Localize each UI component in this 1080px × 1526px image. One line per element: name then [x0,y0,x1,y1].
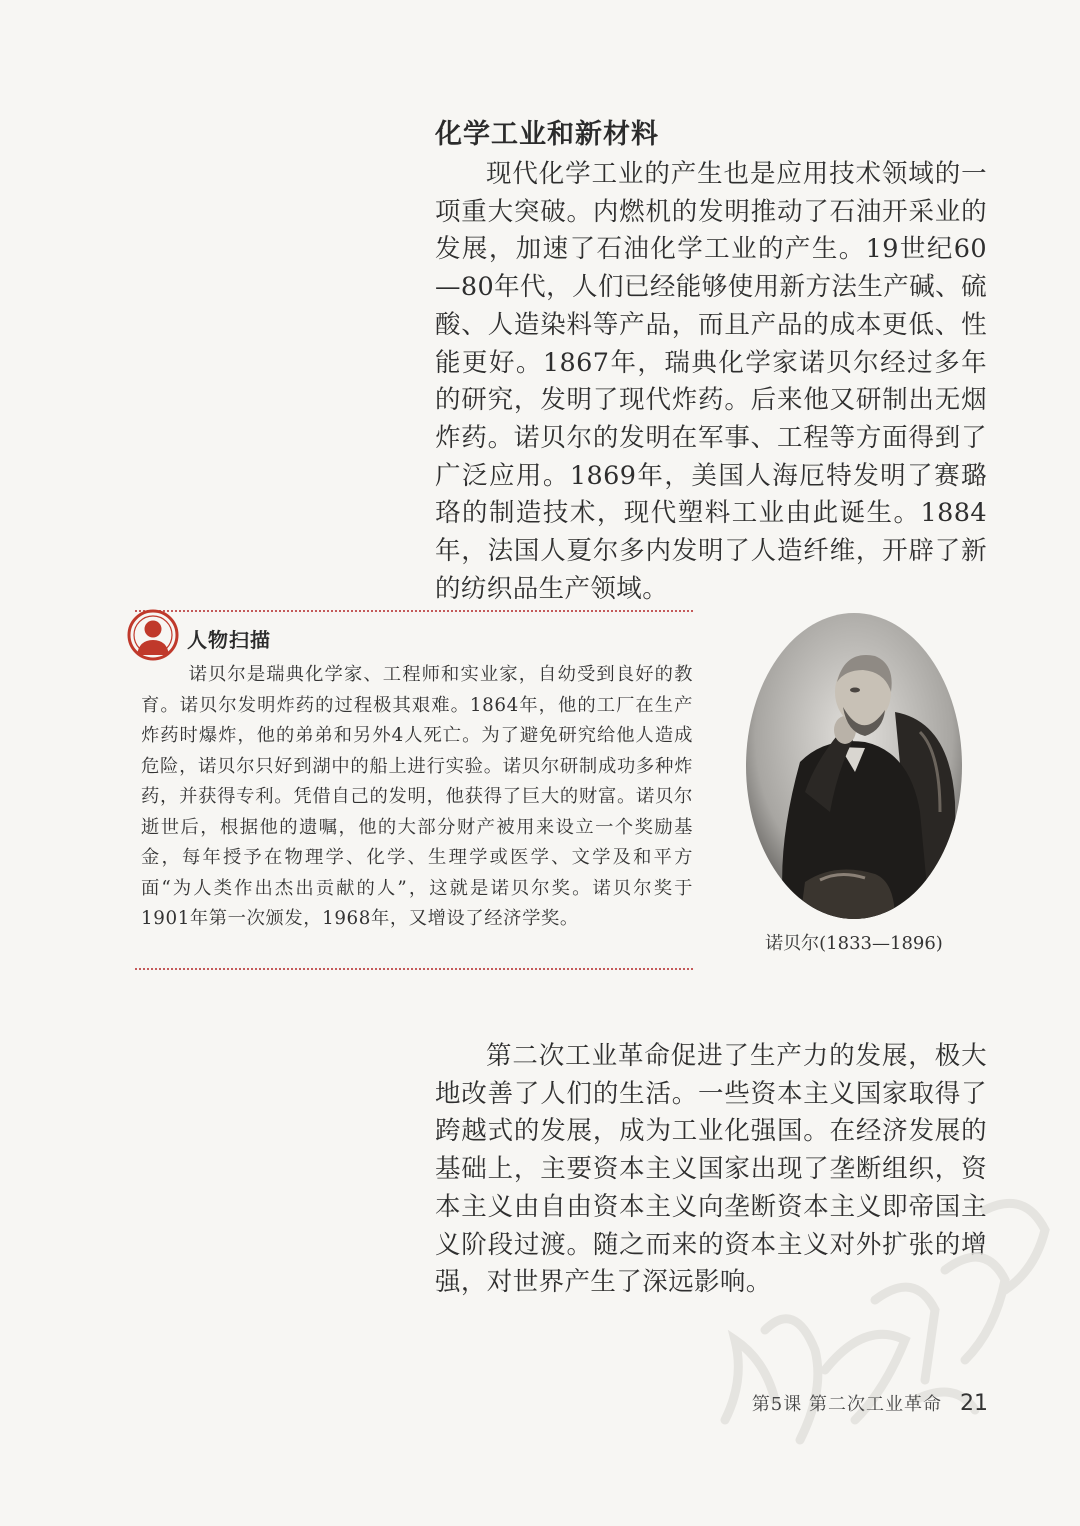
section-heading: 化学工业和新材料 [435,119,659,150]
person-scan-box [135,610,693,970]
main-paragraph-chemistry: 现代化学工业的产生也是应用技术领域的一项重大突破。内燃机的发明推动了石油开采业的发展，加速了石油化学工业的产生。19世纪60—80年代，人们已经能够使用新方法生产碱、硫酸、人造染料等产品，而且产品的成本更低、性能更好。1867年，瑞典化学家诺贝尔经过多年的研究，发明了现代炸药。后来他又研制出无烟炸药。诺贝尔的发明在军事、工程等方面得到了广泛应用。1869年，美国人海厄特发明了赛璐珞的制造技术，现代塑料工业由此诞生。1884年，法国人夏尔多内发明了人造纤维，开辟了新的纺织品生产领域。 [435,159,987,604]
dotted-divider-bottom [135,968,693,970]
nobel-portrait [745,612,963,920]
person-icon [127,609,179,661]
person-scan-text: 诺贝尔是瑞典化学家、工程师和实业家，自幼受到良好的教育。诺贝尔发明炸药的过程极其艰难。1864年，他的工厂在生产炸药时爆炸，他的弟弟和另外4人死亡。为了避免研究给他人造成危险，诺贝尔只好到湖中的船上进行实验。诺贝尔研制成功多种炸药，并获得专利。凭借自己的发明，他获得了巨大的财富。诺贝尔逝世后，根据他的遗嘱，他的大部分财产被用来设立一个奖励基金，每年授予在物理学、化学、生理学或医学、文学及和平方面“为人类作出杰出贡献的人”，这就是诺贝尔奖。诺贝尔奖于1901年第一次颁发，1968年，又增设了经济学奖。 [141,664,693,929]
person-scan-title: 人物扫描 [187,628,271,652]
dotted-divider-top [135,610,693,612]
page-footer [752,1390,988,1416]
footer-lesson-title: 第5课 第二次工业革命 [751,1394,942,1415]
page-number: 21 [960,1391,988,1416]
portrait-caption: 诺贝尔(1833—1896) [765,933,943,954]
watermark-brush-stroke [705,1150,1065,1470]
main-paragraph-revolution: 第二次工业革命促进了生产力的发展，极大地改善了人们的生活。一些资本主义国家取得了跨越式的发展，成为工业化强国。在经济发展的基础上，主要资本主义国家出现了垄断组织，资本主义由自由资本主义向垄断资本主义即帝国主义阶段过渡。随之而来的资本主义对外扩张的增强，对世界产生了深远影响。 [435,1041,987,1298]
